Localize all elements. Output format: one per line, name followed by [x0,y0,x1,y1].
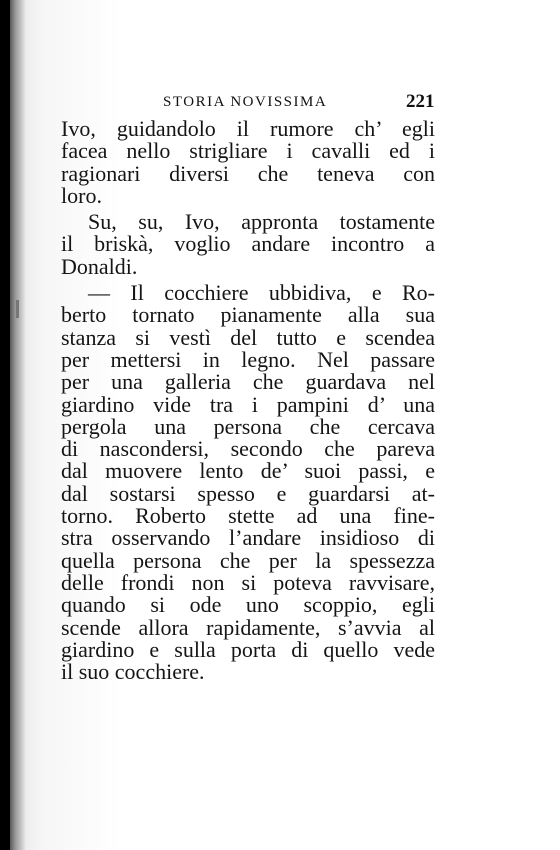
text-line: Donaldi. [61,253,138,279]
text-line: Su, su, Ivo, appronta tostamente [88,209,435,235]
paragraph [61,211,435,278]
text-line: giardino e sulla porta di quello vede [61,636,435,662]
paragraph [61,282,435,683]
text-line: Ivo, guidandolo il rumore ch’ egli [61,116,435,141]
page-number: 221 [406,91,435,112]
text-line: loro. [61,182,102,208]
text-line: per una galleria che guardava nel [61,369,435,395]
text-line: stanza si vestì del tutto e scendea [61,324,435,350]
book-page [10,0,560,850]
text-line: di nascondersi, secondo che pareva [61,436,435,462]
text-line: quella persona che per la spessezza [61,547,435,573]
text-line: scende allora rapidamente, s’avvia al [61,614,435,640]
text-line: torno. Roberto stette ad una fine- [61,503,435,529]
running-head-title: STORIA NOVISSIMA [163,94,328,110]
text-line: il briskà, voglio andare incontro a [61,231,435,257]
text-line: dal sostarsi spesso e guardarsi at- [61,480,435,506]
text-line: giardino vide tra i pampini d’ una [61,391,435,417]
text-line: stra osservando l’andare insidioso di [61,525,435,551]
text-line: — Il cocchiere ubbidiva, e Ro- [88,280,435,306]
running-head [10,0,560,112]
spine-shadow [10,0,26,850]
page-edge-mark [16,300,19,318]
text-line: il suo cocchiere. [61,659,205,685]
text-line: per mettersi in legno. Nel passare [61,346,435,372]
text-line: ragionari diversi che teneva con [61,160,435,186]
text-line: facea nello strigliare i cavalli ed i [61,138,435,164]
text-line: pergola una persona che cercava [61,413,435,439]
text-line: berto tornato pianamente alla sua [61,302,435,328]
body-text [61,118,435,683]
text-line: dal muovere lento de’ suoi passi, e [61,458,435,484]
text-line: quando si ode uno scoppio, egli [61,592,435,618]
text-line: delle frondi non si poteva ravvisare, [61,569,435,595]
paragraph [61,118,435,207]
